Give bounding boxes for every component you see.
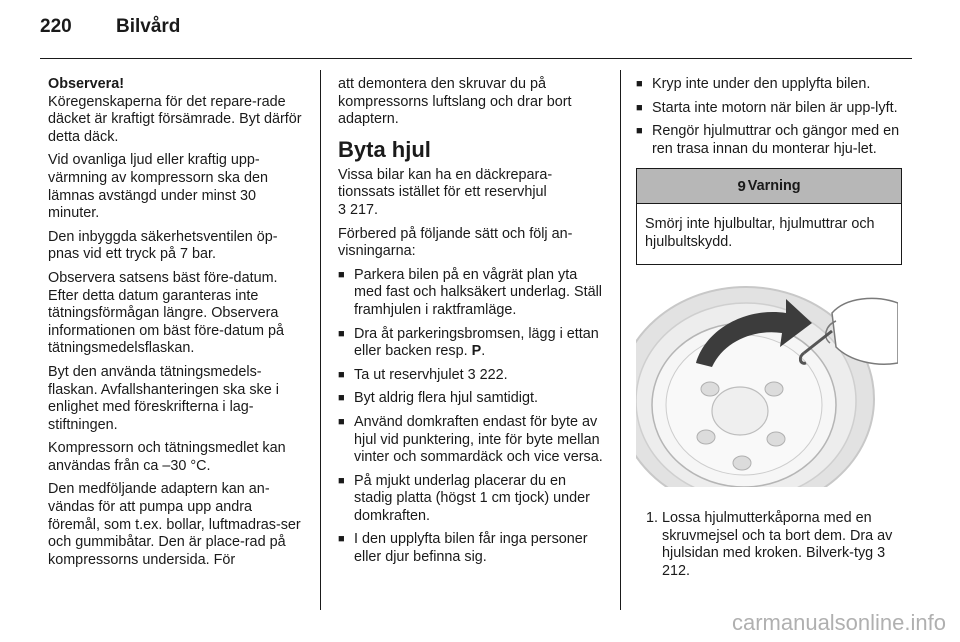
list-item xyxy=(338,326,604,361)
paragraph-adapter-continued: att demontera den skruvar du på kompressorns luftslang och drar bort adaptern. xyxy=(338,76,572,128)
warning-text: Smörj inte hjulbultar, hjulmuttrar och hjulbultskydd. xyxy=(645,216,875,250)
watermark: carmanualsonline.info xyxy=(731,610,946,635)
warning-header xyxy=(637,169,901,204)
column-middle xyxy=(338,76,604,573)
paragraph-adapter: Den medföljande adaptern kan an-vändas för att pumpa upp andra föremål, som t.ex. bollar, luftmadras-ser och gummibåtar. Den är place-rad på kompressorns undersida. För xyxy=(48,481,301,568)
list-item: ■ Parkera bilen på en vågrät plan yta med fast och halksäkert underlag. Ställ framhjulen i raktframläge. xyxy=(338,267,604,320)
paragraph-repair-kit xyxy=(338,167,604,220)
paragraph-compressor-heat: Vid ovanliga ljud eller kraftig upp-värmning av kompressorn ska den lämnas avstängd under minst 30 minuter. xyxy=(48,152,268,222)
list-item: ■ Ta ut reservhjulet 3 222. xyxy=(338,367,604,385)
list-item: ■ Använd domkraften endast för byte av hjul vid punktering, inte för byte mellan vinter och sommardäck och vice versa. xyxy=(338,414,604,467)
paragraph-safety-valve: Den inbyggda säkerhetsventilen öp-pnas vid ett tryck på 7 bar. xyxy=(48,228,278,263)
column-right xyxy=(636,76,904,581)
paragraph-best-before: Observera satsens bäst före-datum. Efter detta datum garanteras inte tätningsförmågan längre. Observera informationen om bäst före-datum på tätningsmedelsflaskan. xyxy=(48,269,284,357)
warning-box xyxy=(636,168,902,264)
list-item: ■ Rengör hjulmuttrar och gängor med en ren trasa innan du monterar hju-let. xyxy=(636,123,904,158)
repair-kit-text: Vissa bilar kan ha en däckrepara-tionssats istället för ett reservhjul xyxy=(338,166,553,201)
list-item: ■ På mjukt underlag placerar du en stadig platta (högst 1 cm tjock) under domkraften. xyxy=(338,473,604,526)
list-item: ■ Kryp inte under den upplyfta bilen. xyxy=(636,76,904,94)
column-divider-1 xyxy=(320,70,321,610)
section-title: Bilvård xyxy=(116,16,181,37)
step-number: 1. xyxy=(646,510,659,527)
note-text: Köregenskaperna för det repare-rade däcket är kraftigt försämrade. Byt därför detta däck. xyxy=(48,93,302,145)
step-text: Lossa hjulmutterkåporna med en skruvmejsel och ta bort dem. Dra av hjulsidan med kroken. Bilverk-tyg 3 212. xyxy=(662,510,893,579)
list-item-end: . xyxy=(481,343,486,360)
wheel-cover-illustration xyxy=(636,277,898,487)
note-paragraph xyxy=(48,76,306,146)
page-reference-217[interactable]: 3 217. xyxy=(338,201,379,218)
page-number: 220 xyxy=(40,16,72,37)
column-left xyxy=(48,76,306,575)
paragraph-replace-bottle: Byt den använda tätningsmedels-flaskan. Avfallshanteringen ska ske i enlighet med föreskrifterna i lag-stiftningen. xyxy=(48,363,279,433)
preparation-list xyxy=(338,267,604,567)
step-list xyxy=(636,510,904,580)
paragraph-temperature: Kompressorn och tätningsmedlet kan användas från ca –30 °C. xyxy=(48,440,286,474)
header-divider xyxy=(40,58,912,59)
column-divider-2 xyxy=(620,70,621,610)
safety-list xyxy=(636,76,904,158)
list-item: ■ Byt aldrig flera hjul samtidigt. xyxy=(338,390,604,408)
warning-title: Varning xyxy=(747,177,801,194)
heading-byta-hjul: Byta hjul xyxy=(338,136,431,162)
page-header xyxy=(40,16,180,48)
gear-p-label: P xyxy=(471,343,482,360)
paragraph-prepare: Förbered på följande sätt och följ an-visningarna: xyxy=(338,225,573,260)
warning-triangle-icon: 9 xyxy=(737,177,746,195)
list-item xyxy=(636,510,904,580)
list-item: ■ Starta inte motorn när bilen är upp-lyft. xyxy=(636,100,904,118)
list-item: ■ I den upplyfta bilen får inga personer eller djur befinna sig. xyxy=(338,531,604,566)
note-title: Observera! xyxy=(48,76,124,92)
list-item-text: Dra åt parkeringsbromsen, lägg i ettan eller backen resp. xyxy=(354,325,599,360)
